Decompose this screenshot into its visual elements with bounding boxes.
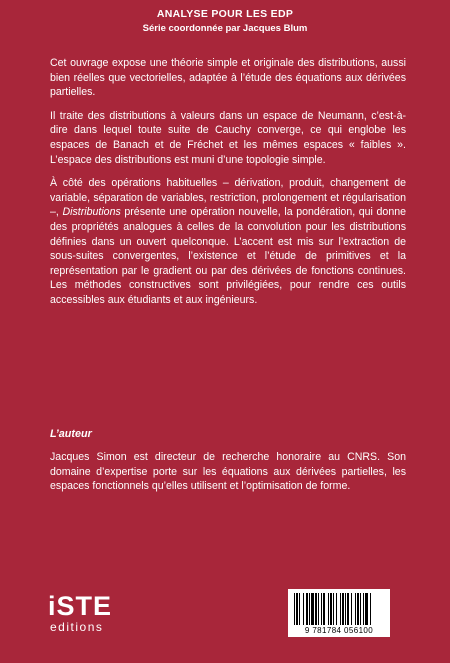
publisher-logo-name: iSTE xyxy=(48,591,113,621)
book-description xyxy=(50,56,406,317)
barcode-bar xyxy=(357,593,359,625)
description-paragraph-2: Il traite des distributions à valeurs dans un espace de Neumann, c’est-à-dire dans lequel toute suite de Cauchy converge, ce qui englobe les espaces de Banach et de Fréchet et les mêmes espaces « faibles ». L’espace des distributions est muni d’une topologie simple. xyxy=(50,109,406,166)
publisher-logo-sub: editions xyxy=(50,620,104,634)
author-bio-paragraph: Jacques Simon est directeur de recherche honoraire au CNRS. Son domaine d’expertise porte sur les équations aux dérivées partielles, les espaces fonctionnels qu’elles utilisent et l’optimisation de forme. xyxy=(50,451,406,493)
barcode-bar xyxy=(328,593,329,625)
series-title: ANALYSE POUR LES EDP xyxy=(156,8,294,20)
barcode-bar xyxy=(321,593,322,625)
barcode-bar xyxy=(351,593,352,625)
isbn-barcode xyxy=(288,589,390,637)
barcode-bar xyxy=(345,593,346,625)
barcode-bar xyxy=(336,593,337,625)
description-paragraph-3 xyxy=(50,176,406,307)
barcode-bar xyxy=(370,593,371,625)
barcode-bar xyxy=(363,593,364,625)
barcode-bar xyxy=(311,593,314,625)
barcode-bar xyxy=(318,593,319,625)
series-editor: Série coordonnée par Jacques Blum xyxy=(142,23,308,34)
series-header xyxy=(0,8,450,35)
barcode-bar xyxy=(347,593,349,625)
barcode-digits: 9 781784 056100 xyxy=(304,626,374,635)
barcode-bar xyxy=(340,593,341,625)
author-heading: L’auteur xyxy=(50,428,92,440)
barcode-bar xyxy=(299,593,300,625)
barcode-bar xyxy=(303,593,304,625)
barcode-bar xyxy=(315,593,317,625)
description-paragraph-3-part-2: présente une opération nouvelle, la pondération, qui donne des propriétés analogues à celles de la convolution pour les distributions définies dans un ouvert quelconque. L’accent est mis sur l’extraction de sous-suites convergentes, l’existence et l’étude de primitives et la représentation par le gradient ou par des dérivées de fonctions continues. Les méthodes constructives sont privilégiées, pour rendre ces outils accessibles aux étudiants et aux ingénieurs. xyxy=(50,206,406,306)
barcode-bar xyxy=(306,593,308,625)
barcode-bar xyxy=(330,593,332,625)
barcode-bar xyxy=(323,593,325,625)
description-paragraph-3-part-1: À côté des opérations habituelles – dérivation, produit, changement de variable, séparation de variables, restriction, prolongement et régularisation –, xyxy=(50,177,406,219)
barcode-bar xyxy=(360,593,361,625)
barcode-bar xyxy=(294,593,295,625)
barcode-bar xyxy=(333,593,334,625)
barcode-bar xyxy=(365,593,368,625)
barcode-bar xyxy=(342,593,344,625)
description-paragraph-1: Cet ouvrage expose une théorie simple et originale des distributions, aussi bien réelles que vectorielles, adaptée à l’étude des équations aux dérivées partielles. xyxy=(50,57,406,99)
barcode-bar xyxy=(309,593,310,625)
publisher-logo xyxy=(48,592,142,638)
barcode-bar xyxy=(296,593,298,625)
barcode-bar xyxy=(355,593,356,625)
book-title-inline: Distributions xyxy=(62,206,121,219)
author-bio xyxy=(50,450,406,503)
